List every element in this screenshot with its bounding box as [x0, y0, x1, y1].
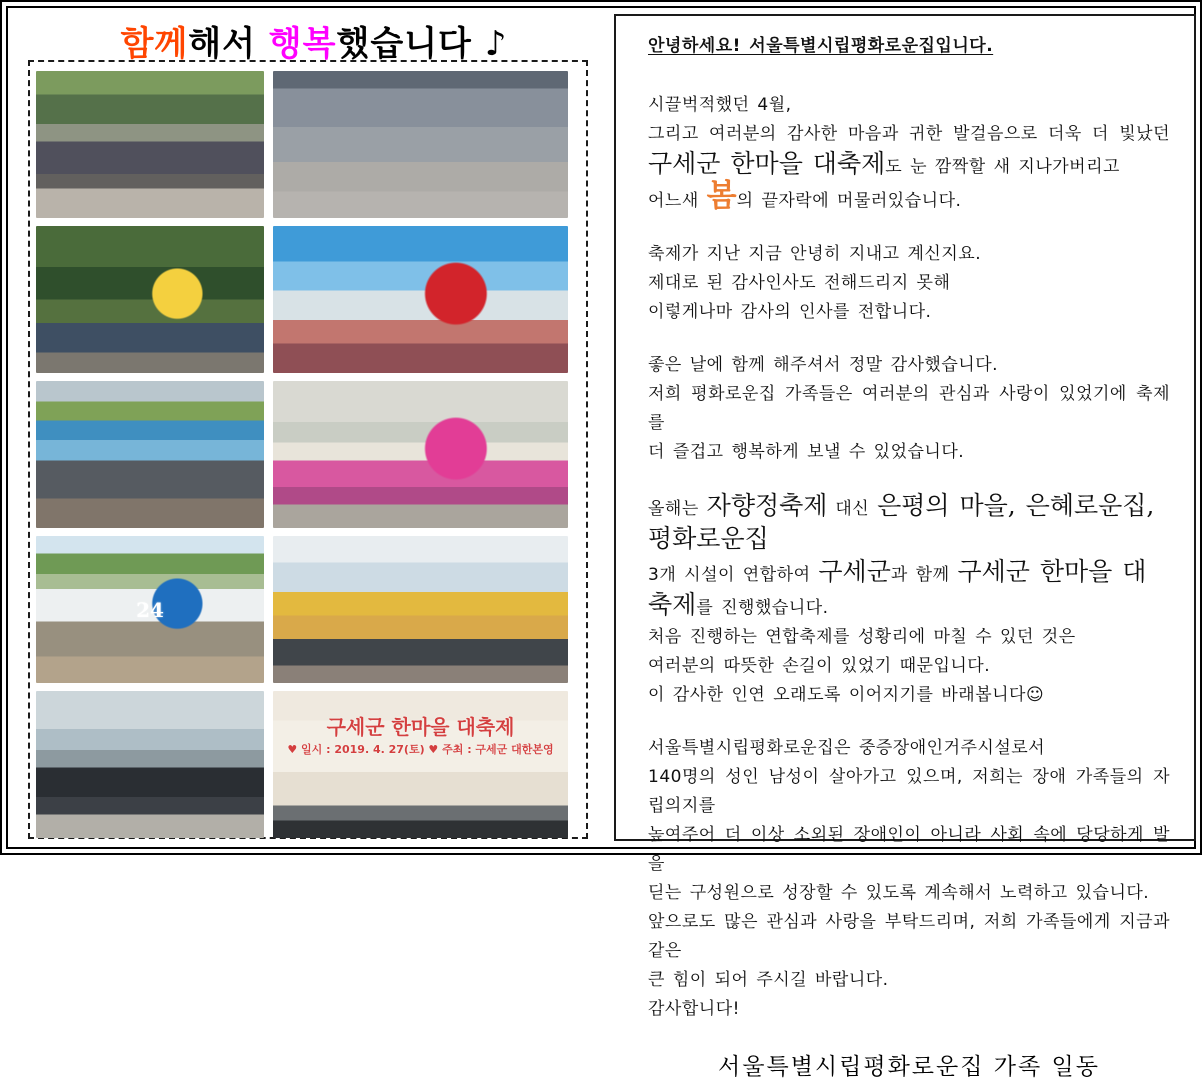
- photo-food-volunteers: [273, 536, 568, 683]
- paragraph-1: [648, 32, 1170, 61]
- photo-blue-canopy-volunteers: [273, 226, 568, 373]
- text-segment: 올해는: [648, 499, 707, 519]
- text-segment: 그리고 여러분의 감사한 마음과 귀한 발걸음으로 더욱 더 빛났던: [648, 124, 1170, 144]
- paragraph-3-line-1: [648, 240, 1170, 269]
- photo-greeting-handshake: [36, 226, 264, 373]
- letter-column: [614, 14, 1196, 1080]
- text-segment: 봄: [706, 178, 737, 214]
- text-segment: 은평의 마을, 은혜로운집, 평화로운집: [648, 491, 1155, 553]
- paragraph-3-line-2: [648, 269, 1170, 298]
- text-segment: 구세군: [818, 557, 891, 586]
- paragraph-6-line-3: [648, 821, 1170, 879]
- photo-martial-arts: [36, 691, 264, 838]
- text-segment: 좋은 날에 함께 해주셔서 정말 감사했습니다.: [648, 355, 999, 375]
- text-segment: 도 눈 깜짝할 새 지나가버리고: [885, 157, 1120, 177]
- paragraph-6-line-2: [648, 763, 1170, 821]
- photo-collage-box: [28, 60, 588, 839]
- paragraph-6-line-6: [648, 966, 1170, 995]
- paragraph-3-line-3: [648, 298, 1170, 327]
- paragraph-2: [648, 91, 1170, 216]
- text-segment: 딛는 구성원으로 성장할 수 있도록 계속해서 노력하고 있습니다.: [648, 883, 1150, 903]
- text-segment: 더 즐겁고 행복하게 보낼 수 있었습니다.: [648, 442, 965, 462]
- paragraph-4-line-3: [648, 438, 1170, 467]
- photo-fan-dance: [273, 381, 568, 528]
- photo-tables-aerial: [273, 71, 568, 218]
- paragraph-4: [648, 351, 1170, 467]
- paragraph-6-line-5: [648, 908, 1170, 966]
- paragraph-6-line-7: [648, 995, 1170, 1024]
- photo-ceremony-crowd: [36, 71, 264, 218]
- text-segment: 높여주어 더 이상 소외된 장애인이 아니라 사회 속에 당당하게 발을: [648, 825, 1170, 874]
- paragraph-5-line-1: [648, 491, 1170, 557]
- paragraph-6: [648, 734, 1170, 1024]
- paragraph-5: [648, 491, 1170, 710]
- text-segment: 어느새: [648, 191, 707, 211]
- text-segment: 서울특별시립평화로운집은 중증장애인거주시설로서: [648, 738, 1046, 758]
- letter-body: [648, 32, 1170, 1048]
- text-segment: 여러분의 따뜻한 손길이 있었기 때문입니다.: [648, 656, 991, 676]
- text-segment: 과 함께: [890, 565, 958, 585]
- title-segment-2: 행복: [268, 24, 337, 64]
- paragraph-4-line-2: [648, 380, 1170, 438]
- paragraph-3: [648, 240, 1170, 327]
- text-segment: 3개 시설이 연합하여: [648, 565, 819, 585]
- letter-signature: 서울특별시립평화로운집 가족 일동: [718, 1054, 1100, 1080]
- paragraph-5-line-3: [648, 623, 1170, 652]
- text-segment: 시끌벅적했던 4월,: [648, 95, 792, 115]
- text-segment: 저희 평화로운집 가족들은 여러분의 관심과 사랑이 있었기에 축제를: [648, 384, 1170, 433]
- text-segment: 의 끝자락에 머물러있습니다.: [736, 191, 962, 211]
- text-segment: 제대로 된 감사인사도 전해드리지 못해: [648, 273, 951, 293]
- photo-white-tents-market-overlay-text: [36, 595, 264, 625]
- paragraph-5-line-4: [648, 652, 1170, 681]
- paragraph-4-line-1: [648, 351, 1170, 380]
- page-inner-frame: [6, 6, 1196, 1080]
- text-segment: 앞으로도 많은 관심과 사랑을 부탁드리며, 저희 가족들에게 지금과 같은: [648, 912, 1170, 961]
- text-segment: 큰 힘이 되어 주시길 바랍니다.: [648, 970, 889, 990]
- text-segment: 140명의 성인 남성이 살아가고 있으며, 저희는 장애 가족들의 자립의지를: [648, 767, 1170, 816]
- text-segment: 이렇게나마 감사의 인사를 전합니다.: [648, 302, 932, 322]
- photo-festival-banner-overlay-text: [273, 712, 568, 759]
- text-segment: 처음 진행하는 연합축제를 성황리에 마칠 수 있던 것은: [648, 627, 1076, 647]
- text-segment: 를 진행했습니다.: [696, 598, 829, 618]
- paragraph-1-line-1: [648, 32, 1170, 61]
- paragraph-2-line-2: [648, 120, 1170, 149]
- text-segment: 구세군 한마을 대축제: [648, 557, 1147, 619]
- paragraph-6-line-1: [648, 734, 1170, 763]
- paragraph-2-line-4: [648, 178, 1170, 216]
- photo-festival-banner: [273, 691, 568, 838]
- photo-white-tents-market: [36, 536, 264, 683]
- photo-flea-market: [36, 381, 264, 528]
- text-segment: 축제가 지난 지금 안녕히 지내고 계신지요.: [648, 244, 982, 264]
- paragraph-2-line-1: [648, 91, 1170, 120]
- paragraph-5-line-2: [648, 557, 1170, 623]
- title-segment-3: 했습니다 ♪: [336, 24, 508, 64]
- page-title: [16, 14, 612, 64]
- paragraph-5-line-5: [648, 681, 1170, 710]
- title-segment-1: 해서: [188, 24, 269, 64]
- text-segment: 안녕하세요! 서울특별시립평화로운집입니다.: [648, 36, 994, 56]
- text-segment: 이 감사한 인연 오래도록 이어지기를 바래봅니다☺: [648, 685, 1045, 705]
- text-segment: 구세군 한마을 대축제: [648, 149, 886, 178]
- title-segment-0: 함께: [120, 24, 189, 64]
- paragraph-6-line-4: [648, 879, 1170, 908]
- photo-column: [16, 14, 612, 841]
- photo-festival-banner-overlay-line-1: ♥ 일시 : 2019. 4. 27(토) ♥ 주최 : 구세군 대한본영: [287, 742, 554, 756]
- photo-white-tents-market-overlay-line-0: 24: [136, 597, 164, 622]
- photo-grid: [36, 71, 580, 838]
- text-segment: 감사합니다!: [648, 999, 740, 1019]
- text-segment: 대신: [827, 499, 878, 519]
- text-segment: 자향정축제: [706, 491, 828, 520]
- photo-festival-banner-overlay-line-0: 구세군 한마을 대축제: [326, 714, 515, 739]
